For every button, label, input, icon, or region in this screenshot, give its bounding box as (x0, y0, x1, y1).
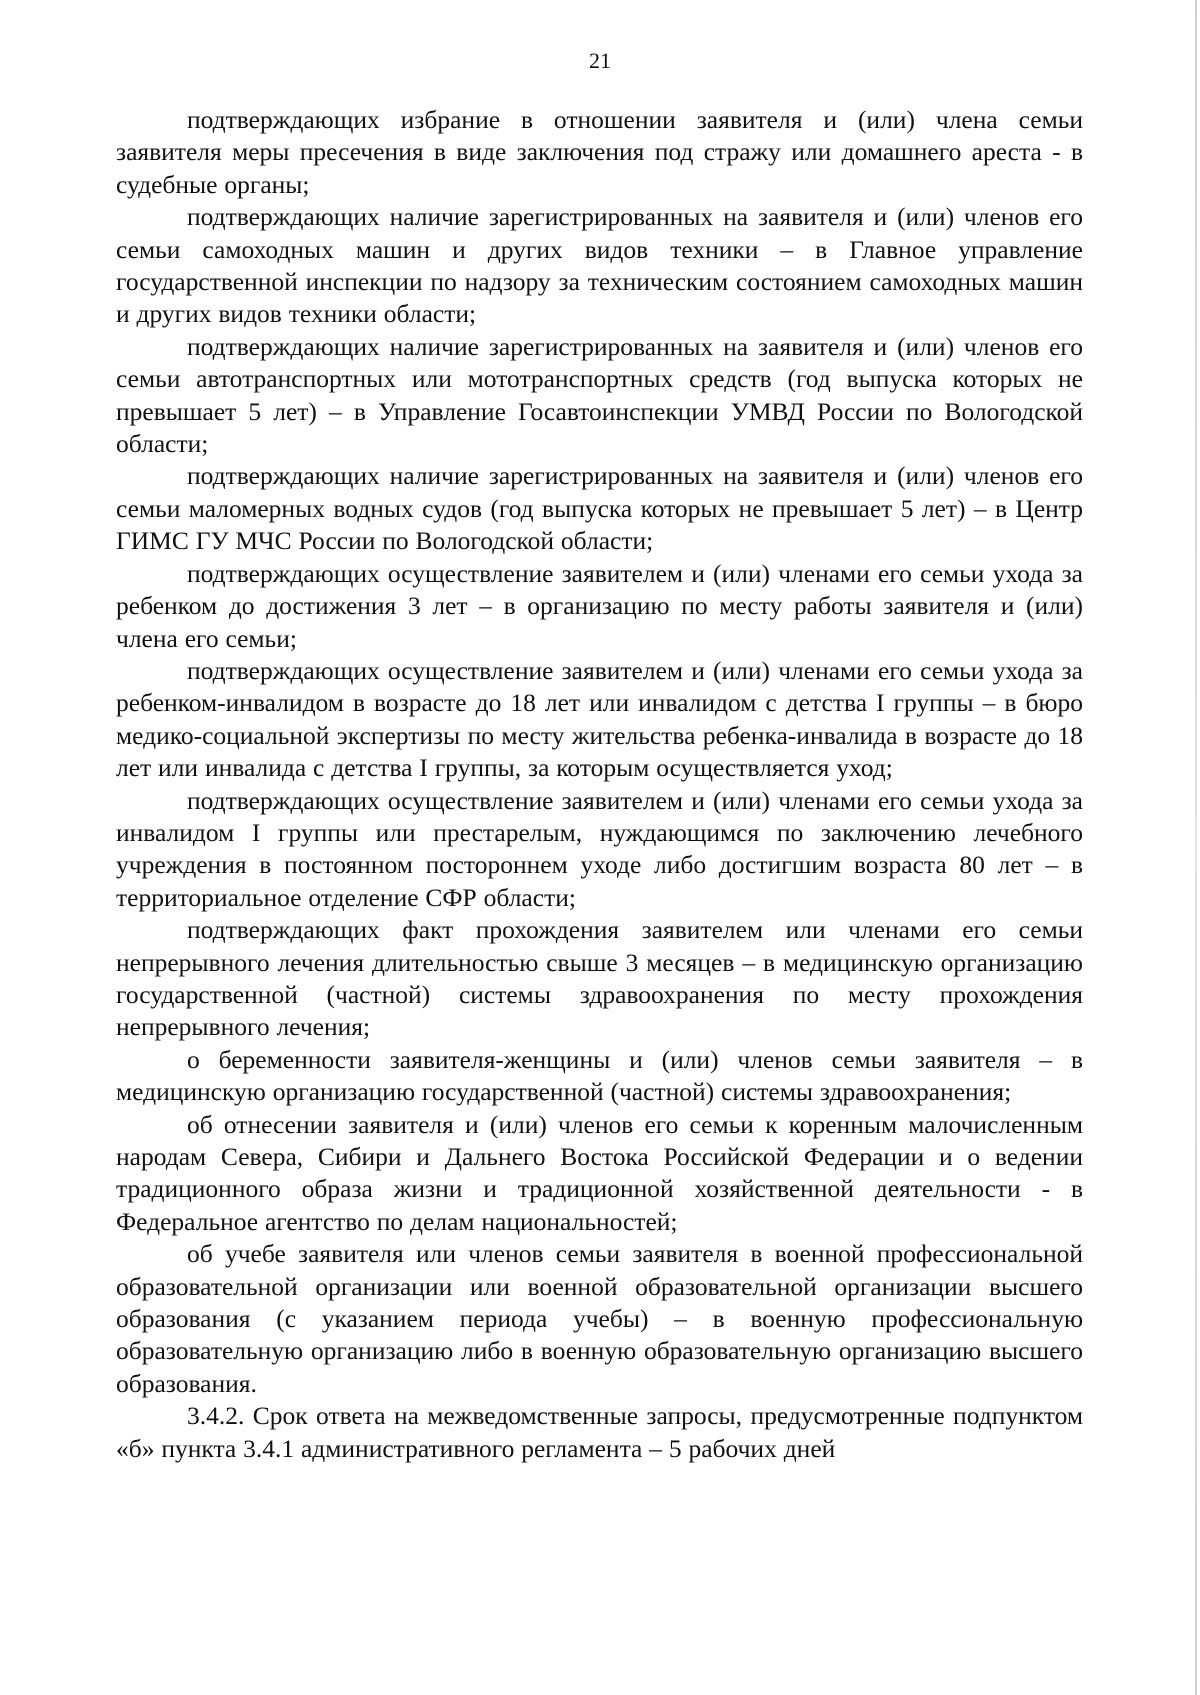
document-body (116, 104, 1083, 1465)
scan-edge-line (1195, 0, 1197, 1695)
paragraph-continuous-treatment: подтверждающих факт прохождения заявителем или членами его семьи непрерывного лечения длительностью свыше 3 месяцев – в медицинскую организацию государственной (частной) системы здравоохранения по месту прохождения непрерывного лечения; (116, 915, 1083, 1042)
paragraph-self-propelled-machines: подтверждающих наличие зарегистрированных на заявителя и (или) членов его семьи самоходных машин и других видов техники – в Главное управление государственной инспекции по надзору за техническим состоянием самоходных машин и других видов техники области; (116, 202, 1083, 329)
paragraph-motor-vehicles: подтверждающих наличие зарегистрированных на заявителя и (или) членов его семьи автотранспортных или мототранспортных средств (год выпуска которых не превышает 5 лет) – в Управление Госавтоинспекции УМВД России по Вологодской области; (116, 331, 1083, 459)
paragraph-pregnancy: о беременности заявителя-женщины и (или) членов семьи заявителя – в медицинскую организацию государственной (частной) системы здравоохранения; (116, 1044, 1083, 1107)
paragraph-small-vessels: подтверждающих наличие зарегистрированных на заявителя и (или) членов его семьи маломерных водных судов (год выпуска которых не превышает 5 лет) – в Центр ГИМС ГУ МЧС России по Вологодской области; (116, 461, 1083, 556)
paragraph-response-deadline: 3.4.2. Срок ответа на межведомственные запросы, предусмотренные подпунктом «б» пункта 3.4.1 административного регламента – 5 рабочих дней (116, 1401, 1083, 1463)
paragraph-indigenous-peoples: об отнесении заявителя и (или) членов его семьи к коренным малочисленным народам Севера, Сибири и Дальнего Востока Российской Федерации и о ведении традиционного образа жизни и традиционной хозяйственной деятельности - в Федеральное агентство по делам национальностей; (116, 1109, 1083, 1236)
paragraph-disabled-child-care: подтверждающих осуществление заявителем и (или) членами его семьи ухода за ребенком-инвалидом в возрасте до 18 лет или инвалидом с детства I группы – в бюро медико-социальной экспертизы по месту жительства ребенка-инвалида в возрасте до 18 лет или инвалида с детства I группы, за которым осуществляется уход; (116, 655, 1083, 783)
paragraph-military-education: об учебе заявителя или членов семьи заявителя в военной профессиональной образовательной организации или военной образовательной организации высшего образования (с указанием периода учебы) – в военную профессиональную образовательную организацию либо в военную образовательную организацию высшего образования. (116, 1239, 1083, 1398)
paragraph-child-care: подтверждающих осуществление заявителем и (или) членами его семьи ухода за ребенком до достижения 3 лет – в организацию по месту работы заявителя и (или) члена его семьи; (116, 558, 1083, 653)
paragraph-disabled-elderly-care: подтверждающих осуществление заявителем и (или) членами его семьи ухода за инвалидом I группы или престарелым, нуждающимся по заключению лечебного учреждения в постоянном постороннем уходе либо достигшим возраста 80 лет – в территориальное отделение СФР области; (116, 785, 1083, 912)
paragraph-court-detention: подтверждающих избрание в отношении заявителя и (или) члена семьи заявителя меры пресечения в виде заключения под стражу или домашнего ареста - в судебные органы; (116, 105, 1083, 199)
page-number: 21 (589, 48, 611, 73)
